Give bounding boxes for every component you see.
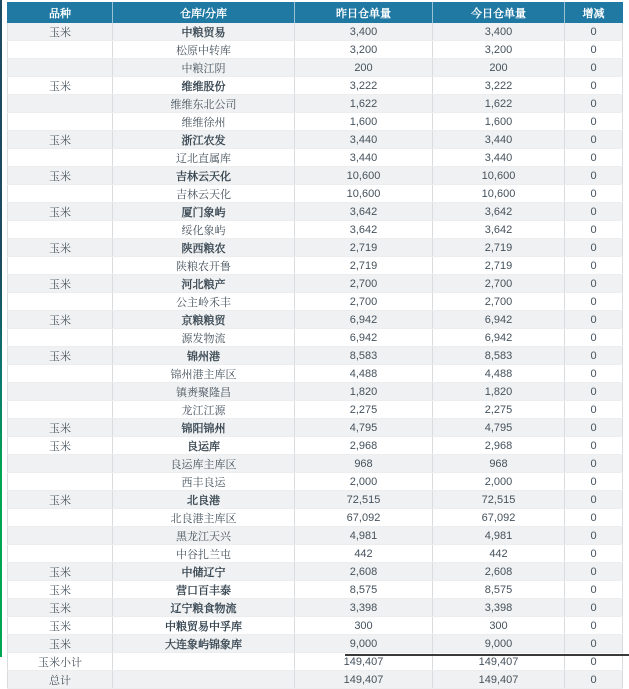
cell-today-volume: 200: [433, 59, 565, 77]
cell-yesterday-volume: 3,642: [295, 203, 433, 221]
cell-warehouse: 绥化象屿: [113, 221, 295, 239]
cell-change: 0: [565, 671, 623, 689]
cell-warehouse: [113, 671, 295, 689]
cell-today-volume: 149,407: [433, 671, 565, 689]
cell-warehouse: 锦州港主库区: [113, 365, 295, 383]
cell-change: 0: [565, 23, 623, 41]
cell-today-volume: 1,600: [433, 113, 565, 131]
cell-change: 0: [565, 95, 623, 113]
cell-variety: [8, 545, 113, 563]
cell-change: 0: [565, 293, 623, 311]
cell-variety: 玉米: [8, 131, 113, 149]
cell-variety: [8, 149, 113, 167]
cell-variety: 玉米: [8, 275, 113, 293]
cell-yesterday-volume: 10,600: [295, 185, 433, 203]
cell-today-volume: 3,398: [433, 599, 565, 617]
cell-today-volume: 1,622: [433, 95, 565, 113]
column-header-change: 增减: [565, 2, 623, 23]
table-row: [8, 131, 623, 149]
table-row: [8, 527, 623, 545]
cell-today-volume: 3,200: [433, 41, 565, 59]
cell-change: 0: [565, 383, 623, 401]
cell-change: 0: [565, 131, 623, 149]
header-row: [8, 2, 623, 23]
cell-warehouse: 营口百丰泰: [113, 581, 295, 599]
table-row: [8, 563, 623, 581]
table-row: [8, 59, 623, 77]
cell-today-volume: 8,575: [433, 581, 565, 599]
cell-variety: [8, 473, 113, 491]
cell-variety: 玉米: [8, 23, 113, 41]
cell-yesterday-volume: 3,398: [295, 599, 433, 617]
cell-yesterday-volume: 149,407: [295, 671, 433, 689]
cell-change: 0: [565, 563, 623, 581]
cell-today-volume: 3,642: [433, 221, 565, 239]
table-row: [8, 491, 623, 509]
cell-yesterday-volume: 4,488: [295, 365, 433, 383]
table-row: [8, 77, 623, 95]
cell-yesterday-volume: 2,719: [295, 239, 433, 257]
cell-yesterday-volume: 2,000: [295, 473, 433, 491]
cell-today-volume: 10,600: [433, 167, 565, 185]
cell-change: 0: [565, 59, 623, 77]
table-row: [8, 23, 623, 41]
table-row: [8, 617, 623, 635]
cell-change: 0: [565, 149, 623, 167]
cell-warehouse: 维维股份: [113, 77, 295, 95]
cell-change: 0: [565, 581, 623, 599]
cell-warehouse: 龙江江源: [113, 401, 295, 419]
cell-today-volume: 3,642: [433, 203, 565, 221]
cell-variety: 总计: [8, 671, 113, 689]
cell-variety: 玉米: [8, 437, 113, 455]
cell-warehouse: 中粮贸易中孚库: [113, 617, 295, 635]
cell-change: 0: [565, 329, 623, 347]
cell-change: 0: [565, 221, 623, 239]
cell-warehouse: 浙江农发: [113, 131, 295, 149]
cell-variety: 玉米: [8, 599, 113, 617]
cell-today-volume: 4,981: [433, 527, 565, 545]
cell-today-volume: 4,795: [433, 419, 565, 437]
cell-today-volume: 300: [433, 617, 565, 635]
cell-change: 0: [565, 635, 623, 653]
cell-today-volume: 3,440: [433, 149, 565, 167]
cell-change: 0: [565, 203, 623, 221]
warehouse-receipts-table-container: [7, 2, 622, 689]
cell-warehouse: 锦阳锦州: [113, 419, 295, 437]
cell-variety: [8, 527, 113, 545]
table-row: [8, 581, 623, 599]
cell-variety: [8, 221, 113, 239]
cell-yesterday-volume: 67,092: [295, 509, 433, 527]
cell-yesterday-volume: 2,700: [295, 293, 433, 311]
cell-warehouse: 北良港: [113, 491, 295, 509]
cell-variety: [8, 365, 113, 383]
cell-variety: 玉米: [8, 635, 113, 653]
cell-variety: [8, 455, 113, 473]
cell-warehouse: 松原中转库: [113, 41, 295, 59]
table-row: [8, 275, 623, 293]
cell-yesterday-volume: 200: [295, 59, 433, 77]
cell-change: 0: [565, 419, 623, 437]
cell-today-volume: 2,700: [433, 275, 565, 293]
cell-today-volume: 968: [433, 455, 565, 473]
cell-today-volume: 1,820: [433, 383, 565, 401]
cell-variety: 玉米: [8, 311, 113, 329]
table-row: [8, 437, 623, 455]
cell-yesterday-volume: 10,600: [295, 167, 433, 185]
table-row: [8, 455, 623, 473]
cell-warehouse: 维维徐州: [113, 113, 295, 131]
warehouse-receipts-table: [7, 2, 623, 689]
cell-today-volume: 3,400: [433, 23, 565, 41]
cell-warehouse: 公主岭禾丰: [113, 293, 295, 311]
table-row: [8, 293, 623, 311]
cell-warehouse: 维维东北公司: [113, 95, 295, 113]
cell-variety: [8, 113, 113, 131]
cell-today-volume: 2,719: [433, 257, 565, 275]
cell-yesterday-volume: 6,942: [295, 329, 433, 347]
cell-change: 0: [565, 365, 623, 383]
cell-today-volume: 3,440: [433, 131, 565, 149]
horizontal-scrollbar-thumb[interactable]: [345, 654, 629, 656]
cell-change: 0: [565, 167, 623, 185]
cell-variety: [8, 59, 113, 77]
cell-yesterday-volume: 2,700: [295, 275, 433, 293]
cell-change: 0: [565, 653, 623, 671]
cell-variety: [8, 257, 113, 275]
cell-yesterday-volume: 3,440: [295, 149, 433, 167]
cell-change: 0: [565, 437, 623, 455]
cell-warehouse: 中粮贸易: [113, 23, 295, 41]
cell-yesterday-volume: 300: [295, 617, 433, 635]
cell-yesterday-volume: 9,000: [295, 635, 433, 653]
cell-warehouse: 厦门象屿: [113, 203, 295, 221]
cell-warehouse: 西丰良运: [113, 473, 295, 491]
cell-change: 0: [565, 509, 623, 527]
table-row: [8, 257, 623, 275]
cell-warehouse: 良运库: [113, 437, 295, 455]
column-header-today-volume: 今日仓单量: [433, 2, 565, 23]
cell-variety: 玉米: [8, 563, 113, 581]
column-header-warehouse: 仓库/分库: [113, 2, 295, 23]
cell-change: 0: [565, 491, 623, 509]
cell-yesterday-volume: 3,400: [295, 23, 433, 41]
page-edge-gradient-strip: [0, 0, 2, 657]
column-header-variety: 品种: [8, 2, 113, 23]
cell-yesterday-volume: 8,583: [295, 347, 433, 365]
cell-yesterday-volume: 8,575: [295, 581, 433, 599]
table-row: [8, 203, 623, 221]
cell-warehouse: 良运库主库区: [113, 455, 295, 473]
table-row: [8, 221, 623, 239]
cell-yesterday-volume: 1,600: [295, 113, 433, 131]
cell-variety: [8, 401, 113, 419]
cell-today-volume: 8,583: [433, 347, 565, 365]
cell-warehouse: 大连象屿锦象库: [113, 635, 295, 653]
cell-yesterday-volume: 3,440: [295, 131, 433, 149]
cell-warehouse: 吉林云天化: [113, 167, 295, 185]
cell-change: 0: [565, 257, 623, 275]
cell-variety: 玉米: [8, 581, 113, 599]
cell-change: 0: [565, 347, 623, 365]
cell-change: 0: [565, 617, 623, 635]
table-row: [8, 401, 623, 419]
cell-variety: 玉米: [8, 77, 113, 95]
cell-today-volume: 72,515: [433, 491, 565, 509]
cell-yesterday-volume: 2,968: [295, 437, 433, 455]
table-row: [8, 311, 623, 329]
cell-warehouse: 北良港主库区: [113, 509, 295, 527]
cell-today-volume: 10,600: [433, 185, 565, 203]
cell-warehouse: [113, 653, 295, 671]
table-row: [8, 41, 623, 59]
table-row: [8, 185, 623, 203]
cell-today-volume: 2,608: [433, 563, 565, 581]
cell-change: 0: [565, 77, 623, 95]
cell-warehouse: 吉林云天化: [113, 185, 295, 203]
cell-variety: 玉米: [8, 419, 113, 437]
cell-variety: 玉米: [8, 203, 113, 221]
cell-today-volume: 4,488: [433, 365, 565, 383]
cell-change: 0: [565, 401, 623, 419]
cell-change: 0: [565, 275, 623, 293]
cell-yesterday-volume: 149,407: [295, 653, 433, 671]
cell-variety: 玉米: [8, 617, 113, 635]
cell-today-volume: 2,719: [433, 239, 565, 257]
table-row: [8, 149, 623, 167]
cell-warehouse: 陕粮农开鲁: [113, 257, 295, 275]
cell-warehouse: 辽北直属库: [113, 149, 295, 167]
cell-warehouse: 中粮江阴: [113, 59, 295, 77]
cell-yesterday-volume: 6,942: [295, 311, 433, 329]
cell-warehouse: 陕西粮农: [113, 239, 295, 257]
cell-variety: [8, 95, 113, 113]
cell-today-volume: 6,942: [433, 329, 565, 347]
cell-yesterday-volume: 2,275: [295, 401, 433, 419]
cell-today-volume: 442: [433, 545, 565, 563]
column-header-yesterday-volume: 昨日仓单量: [295, 2, 433, 23]
table-row: [8, 635, 623, 653]
table-row: [8, 509, 623, 527]
cell-change: 0: [565, 473, 623, 491]
table-row: [8, 671, 623, 689]
cell-variety: 玉米小计: [8, 653, 113, 671]
cell-today-volume: 3,222: [433, 77, 565, 95]
cell-change: 0: [565, 545, 623, 563]
cell-variety: [8, 293, 113, 311]
cell-variety: [8, 329, 113, 347]
cell-today-volume: 2,000: [433, 473, 565, 491]
cell-variety: [8, 383, 113, 401]
cell-variety: 玉米: [8, 239, 113, 257]
cell-warehouse: 京粮粮贸: [113, 311, 295, 329]
cell-change: 0: [565, 311, 623, 329]
cell-change: 0: [565, 185, 623, 203]
cell-warehouse: 中谷扎兰屯: [113, 545, 295, 563]
cell-variety: [8, 41, 113, 59]
cell-yesterday-volume: 968: [295, 455, 433, 473]
cell-today-volume: 149,407: [433, 653, 565, 671]
cell-yesterday-volume: 1,622: [295, 95, 433, 113]
table-row: [8, 239, 623, 257]
cell-yesterday-volume: 4,981: [295, 527, 433, 545]
cell-today-volume: 9,000: [433, 635, 565, 653]
cell-yesterday-volume: 2,608: [295, 563, 433, 581]
table-row: [8, 545, 623, 563]
cell-yesterday-volume: 2,719: [295, 257, 433, 275]
cell-warehouse: 中储辽宁: [113, 563, 295, 581]
cell-change: 0: [565, 41, 623, 59]
table-row: [8, 347, 623, 365]
table-row: [8, 383, 623, 401]
cell-today-volume: 67,092: [433, 509, 565, 527]
table-row: [8, 599, 623, 617]
cell-warehouse: 源发物流: [113, 329, 295, 347]
cell-variety: 玉米: [8, 491, 113, 509]
cell-warehouse: 河北粮产: [113, 275, 295, 293]
cell-today-volume: 2,700: [433, 293, 565, 311]
cell-yesterday-volume: 4,795: [295, 419, 433, 437]
table-row: [8, 167, 623, 185]
table-row: [8, 473, 623, 491]
cell-warehouse: 锦州港: [113, 347, 295, 365]
cell-warehouse: 辽宁粮食物流: [113, 599, 295, 617]
cell-yesterday-volume: 3,642: [295, 221, 433, 239]
cell-change: 0: [565, 113, 623, 131]
cell-yesterday-volume: 1,820: [295, 383, 433, 401]
table-row: [8, 419, 623, 437]
cell-change: 0: [565, 239, 623, 257]
cell-variety: 玉米: [8, 167, 113, 185]
table-row: [8, 365, 623, 383]
cell-today-volume: 2,275: [433, 401, 565, 419]
cell-yesterday-volume: 442: [295, 545, 433, 563]
cell-today-volume: 2,968: [433, 437, 565, 455]
cell-variety: 玉米: [8, 347, 113, 365]
cell-variety: [8, 509, 113, 527]
cell-yesterday-volume: 72,515: [295, 491, 433, 509]
table-row: [8, 329, 623, 347]
table-row: [8, 95, 623, 113]
table-body: [8, 23, 623, 689]
cell-warehouse: 镇赉聚隆昌: [113, 383, 295, 401]
cell-warehouse: 黑龙江天兴: [113, 527, 295, 545]
cell-yesterday-volume: 3,200: [295, 41, 433, 59]
table-header: [8, 2, 623, 23]
table-row: [8, 113, 623, 131]
cell-yesterday-volume: 3,222: [295, 77, 433, 95]
cell-change: 0: [565, 455, 623, 473]
cell-today-volume: 6,942: [433, 311, 565, 329]
cell-change: 0: [565, 599, 623, 617]
cell-variety: [8, 185, 113, 203]
cell-change: 0: [565, 527, 623, 545]
